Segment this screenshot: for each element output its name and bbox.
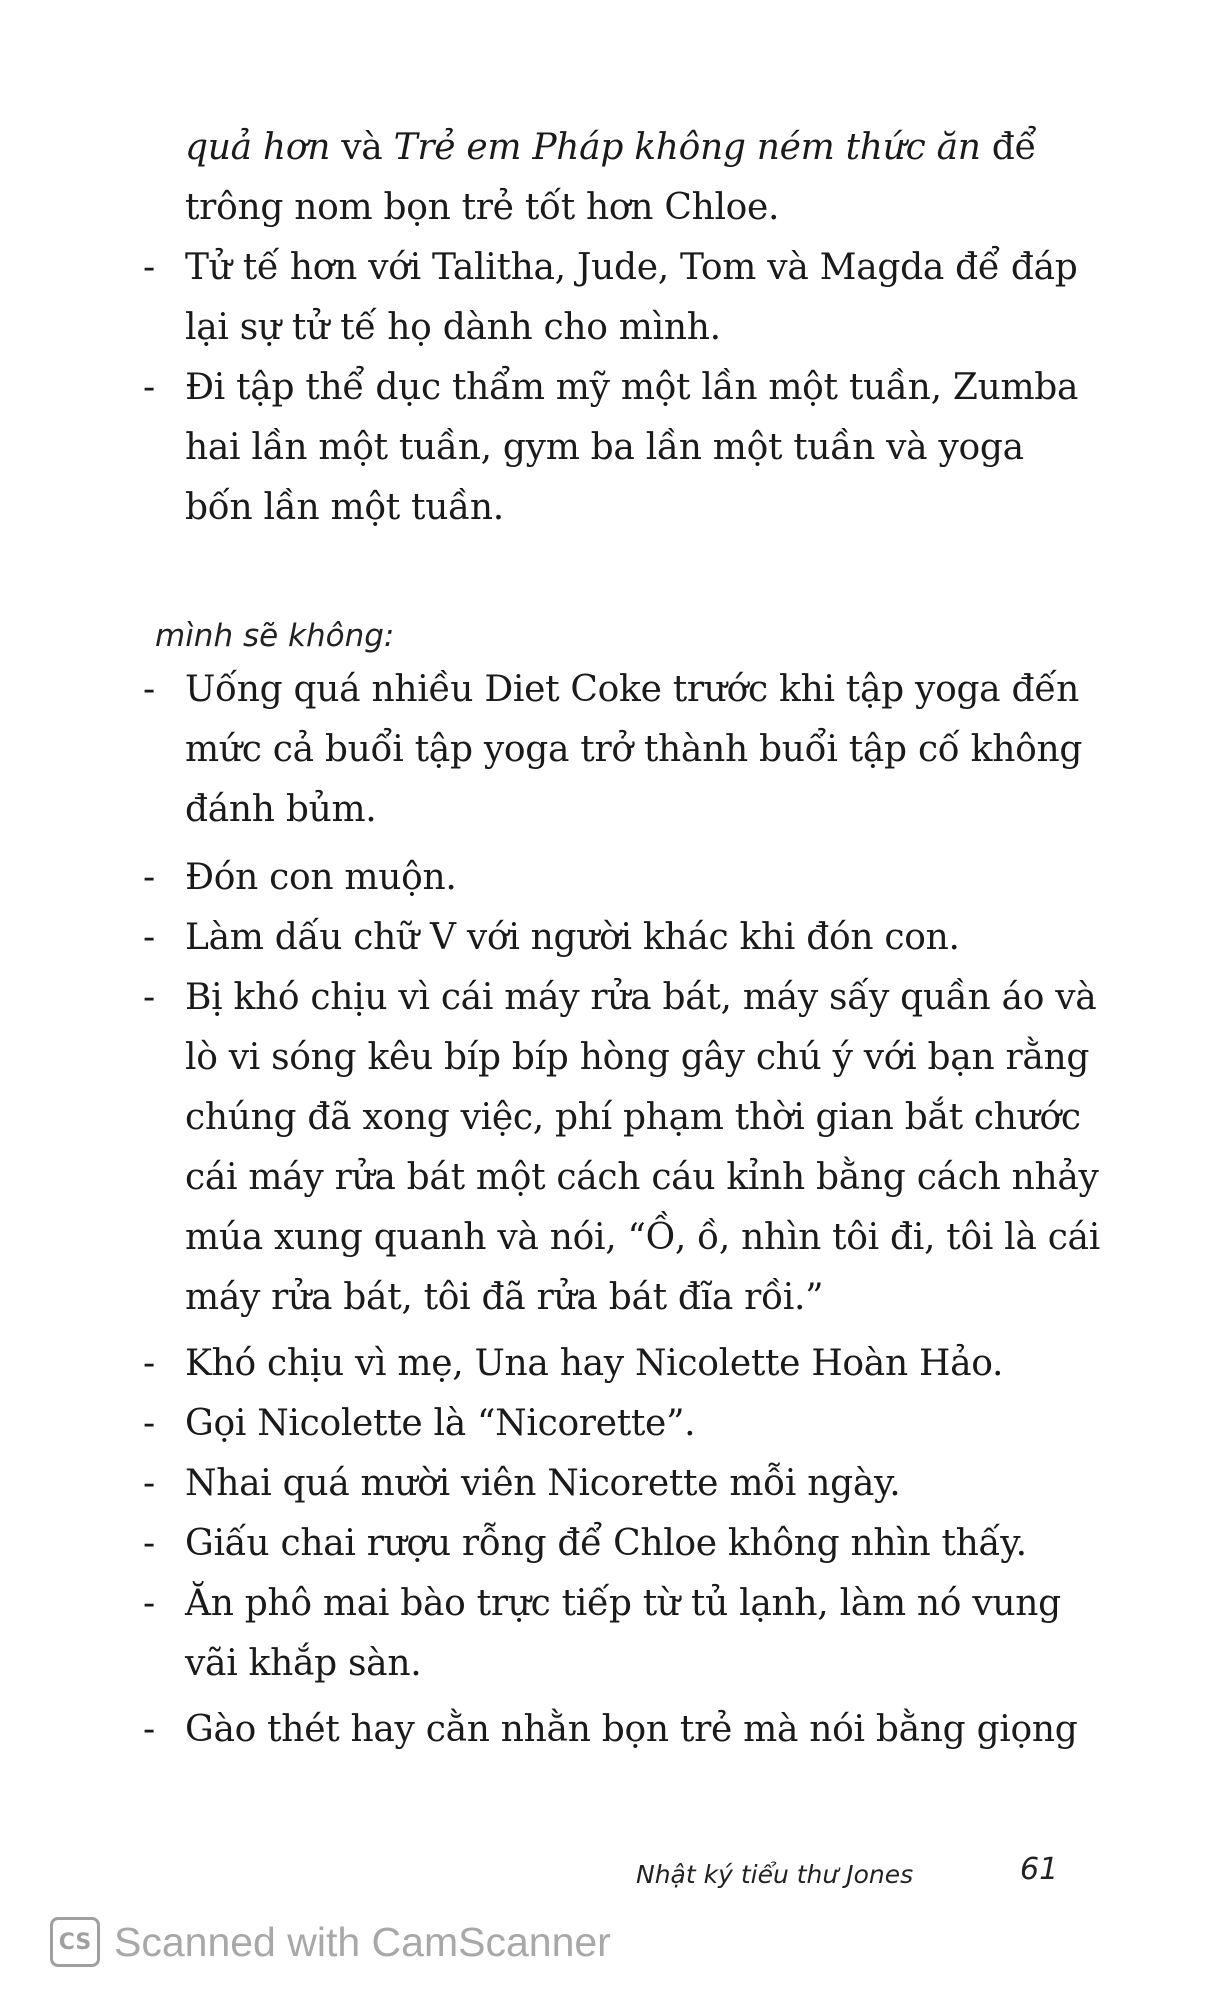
list-bullet: -: [143, 857, 156, 898]
list-item-line: lại sự tử tế họ dành cho mình.: [185, 307, 721, 348]
list-item-line: Gọi Nicolette là “Nicorette”.: [185, 1403, 696, 1444]
plain-ending: để: [991, 127, 1037, 168]
scanner-watermark: [50, 1917, 611, 1967]
list-bullet: -: [143, 1463, 156, 1504]
list-item-line: chúng đã xong việc, phí phạm thời gian bắt chước: [185, 1097, 1081, 1138]
list-item-line: lò vi sóng kêu bíp bíp hòng gây chú ý với bạn rằng: [185, 1037, 1090, 1078]
list-item-line: Làm dấu chữ V với người khác khi đón con.: [185, 917, 960, 958]
list-item-line: Nhai quá mười viên Nicorette mỗi ngày.: [185, 1463, 901, 1504]
running-title: Nhật ký tiểu thư Jones: [636, 1860, 914, 1889]
list-bullet: -: [143, 917, 156, 958]
list-bullet: -: [143, 977, 156, 1018]
camscanner-logo-icon: CS: [50, 1917, 100, 1967]
list-item-line: Khó chịu vì mẹ, Una hay Nicolette Hoàn Hảo.: [185, 1343, 1004, 1384]
page-number: 61: [1020, 1852, 1059, 1887]
list-bullet: -: [143, 1583, 156, 1624]
continuation-line-1: [185, 124, 1036, 172]
list-bullet: -: [143, 1523, 156, 1564]
watermark-text: Scanned with CamScanner: [114, 1918, 611, 1965]
list-item-line: cái máy rửa bát một cách cáu kỉnh bằng cách nhảy: [185, 1157, 1099, 1198]
list-item-line: bốn lần một tuần.: [185, 487, 504, 528]
list-bullet: -: [143, 1403, 156, 1444]
italic-book-title: Trẻ em Pháp không ném thức ăn: [393, 127, 981, 168]
section-heading: mình sẽ không:: [155, 618, 395, 654]
list-item-line: múa xung quanh và nói, “Ồ, ồ, nhìn tôi đi, tôi là cái: [185, 1217, 1100, 1258]
list-item-line: Đi tập thể dục thẩm mỹ một lần một tuần, Zumba: [185, 367, 1079, 408]
list-bullet: -: [143, 669, 156, 710]
list-item-line: Ăn phô mai bào trực tiếp từ tủ lạnh, làm nó vung: [185, 1583, 1061, 1624]
list-bullet: -: [143, 1709, 156, 1750]
list-bullet: -: [143, 367, 156, 408]
list-item-line: Uống quá nhiều Diet Coke trước khi tập yoga đến: [185, 669, 1079, 710]
italic-title-fragment: quả hơn: [185, 127, 331, 168]
list-item-line: máy rửa bát, tôi đã rửa bát đĩa rồi.”: [185, 1277, 824, 1318]
list-bullet: -: [143, 1343, 156, 1384]
list-item-line: hai lần một tuần, gym ba lần một tuần và yoga: [185, 427, 1024, 468]
list-item-line: vãi khắp sàn.: [185, 1643, 422, 1684]
list-item-line: Đón con muộn.: [185, 857, 457, 898]
list-item-line: Tử tế hơn với Talitha, Jude, Tom và Magda để đáp: [185, 247, 1078, 288]
continuation-line-2: trông nom bọn trẻ tốt hơn Chloe.: [185, 187, 780, 228]
list-item-line: Giấu chai rượu rỗng để Chloe không nhìn thấy.: [185, 1523, 1027, 1564]
list-item-line: mức cả buổi tập yoga trở thành buổi tập cố không: [185, 729, 1083, 770]
list-item-line: Bị khó chịu vì cái máy rửa bát, máy sấy quần áo và: [185, 977, 1097, 1018]
list-item-line: đánh bủm.: [185, 789, 377, 830]
list-bullet: -: [143, 247, 156, 288]
list-item-line: Gào thét hay cằn nhằn bọn trẻ mà nói bằng giọng: [185, 1709, 1078, 1750]
plain-connector: và: [341, 127, 383, 168]
